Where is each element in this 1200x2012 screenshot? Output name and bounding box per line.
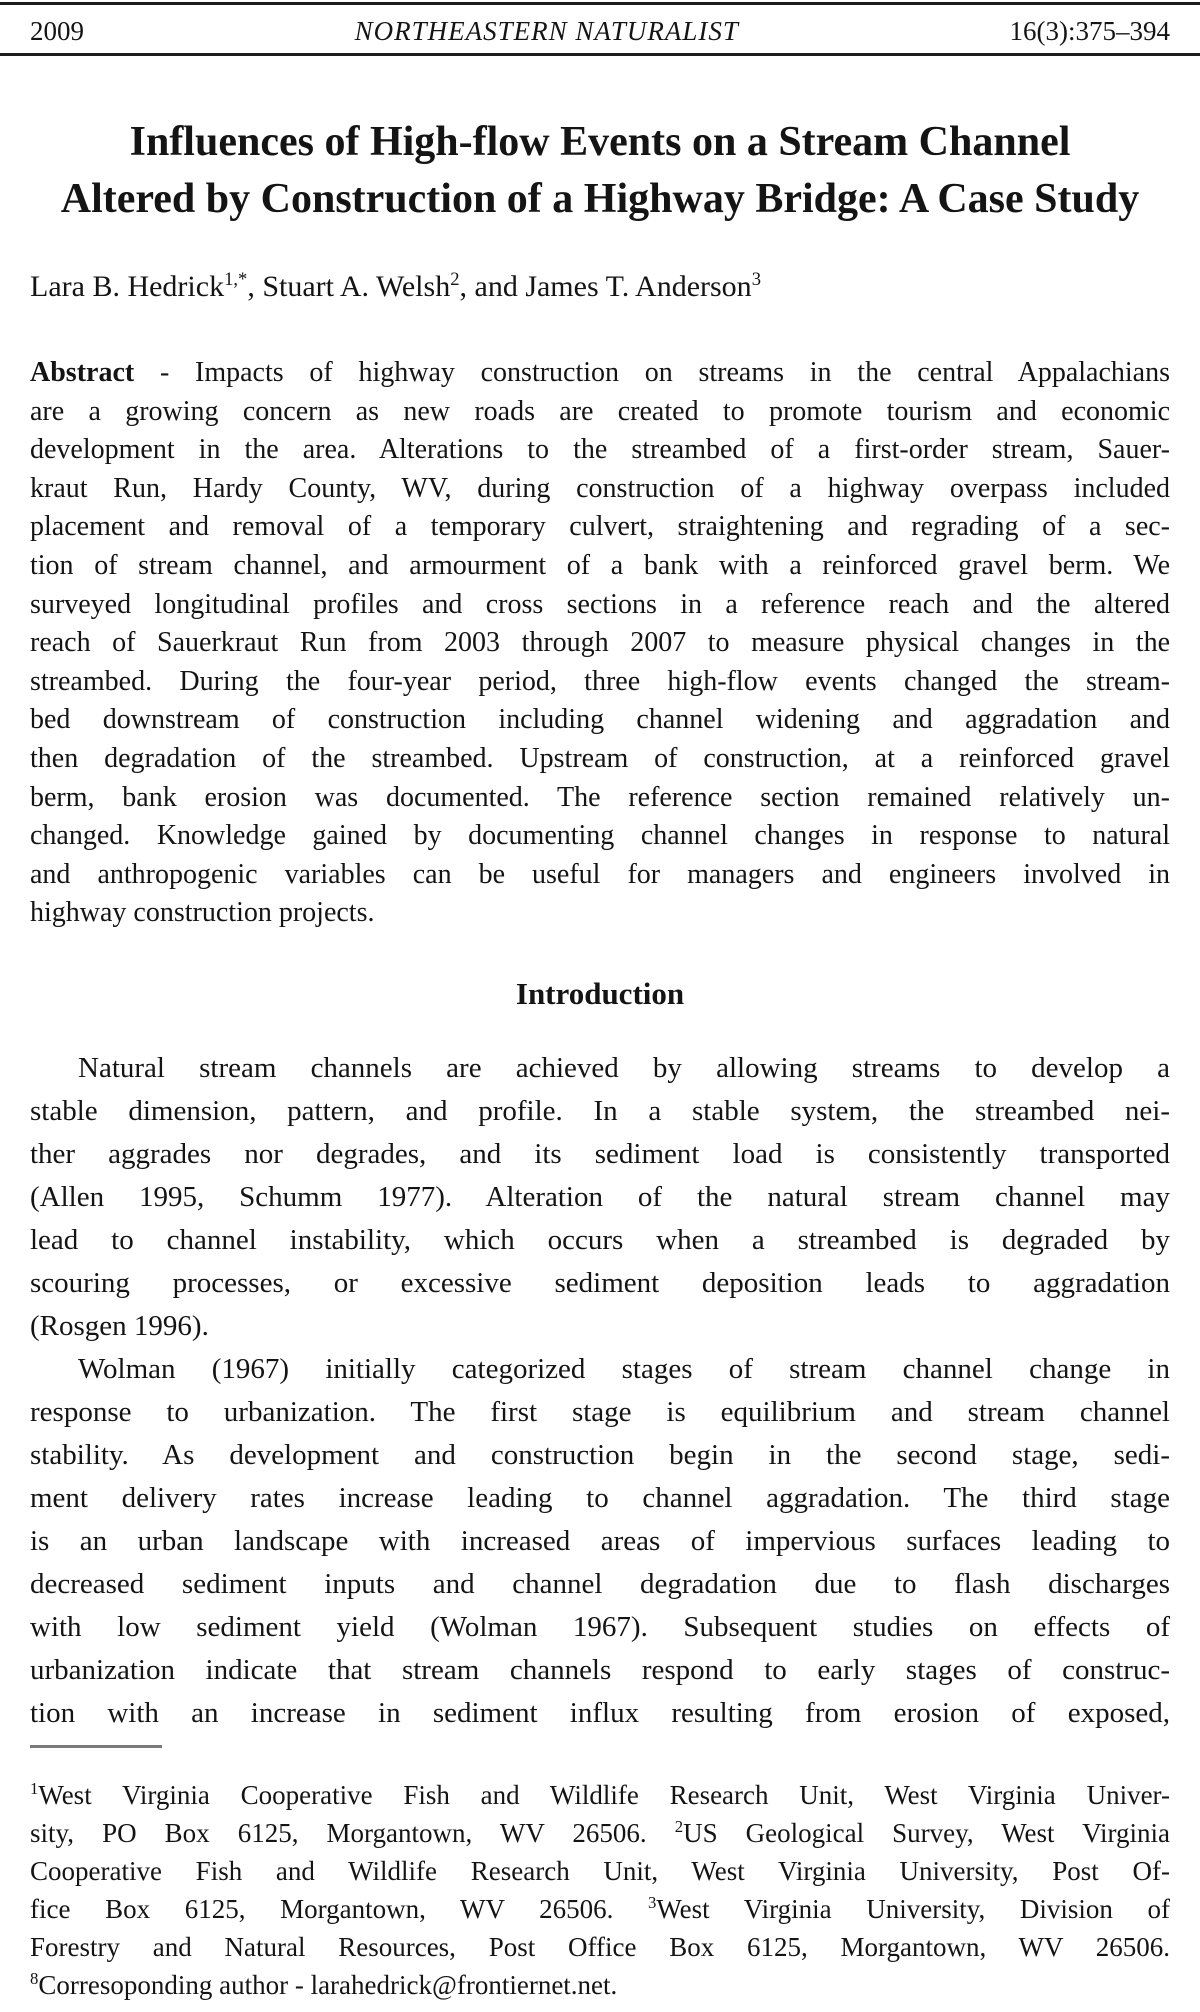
text-segment: tion with an increase in sediment influx resulting from erosion of exposed, (30, 1696, 1170, 1729)
text-line (30, 624, 1170, 663)
text-line (30, 1890, 1170, 1928)
text-segment: decreased sediment inputs and channel degradation due to flash discharges (30, 1567, 1170, 1600)
text-segment: urbanization indicate that stream channels respond to early stages of construc- (30, 1653, 1170, 1686)
journal-citation: 16(3):375–394 (1009, 15, 1170, 46)
text-segment: ment delivery rates increase leading to channel aggradation. The third stage (30, 1481, 1170, 1514)
paper-title-line-2: Altered by Construction of a Highway Bridge: A Case Study (60, 176, 1140, 222)
text-line (30, 1852, 1170, 1890)
text-line (30, 1133, 1170, 1176)
superscript: 8 (30, 1968, 39, 1988)
text-segment: - Impacts of highway construction on streams in the central Appalachians (134, 357, 1170, 388)
text-segment: Natural stream channels are achieved by allowing streams to develop a (78, 1051, 1170, 1084)
text-line (30, 740, 1170, 779)
text-segment: kraut Run, Hardy County, WV, during construction of a highway overpass included (30, 472, 1170, 504)
text-line (30, 547, 1170, 586)
text-segment: berm, bank erosion was documented. The reference section remained relatively un- (30, 781, 1170, 813)
text-segment: (Allen 1995, Schumm 1977). Alteration of the natural stream channel may (30, 1180, 1170, 1213)
text-line (30, 266, 1170, 308)
text-segment: stable dimension, pattern, and profile. In a stable system, the streambed nei- (30, 1094, 1170, 1127)
text-segment: scouring processes, or excessive sediment deposition leads to aggradation (30, 1266, 1170, 1299)
superscript: 1,* (224, 269, 248, 290)
text-segment: response to urbanization. The first stage is equilibrium and stream channel (30, 1395, 1170, 1428)
superscript: 2 (450, 269, 460, 290)
text-line (30, 470, 1170, 509)
text-segment: Corresoponding author - larahedrick@frontiernet.net. (38, 1969, 618, 2000)
text-segment: then degradation of the streambed. Upstream of construction, at a reinforced gravel (30, 742, 1170, 774)
text-segment: lead to channel instability, which occurs when a streambed is degraded by (30, 1223, 1170, 1256)
section-heading-introduction: Introduction (515, 975, 685, 1011)
text-line (30, 1262, 1170, 1305)
text-line (30, 586, 1170, 625)
text-line (30, 1434, 1170, 1477)
superscript: 3 (647, 1892, 657, 1912)
text-segment: are a growing concern as new roads are created to promote tourism and economic (30, 395, 1170, 427)
abstract (0, 354, 1200, 933)
text-line (30, 1966, 1170, 2004)
text-line (30, 1047, 1170, 1090)
text-line (30, 431, 1170, 470)
text-line (30, 894, 1170, 933)
journal-year: 2009 (30, 15, 84, 46)
text-segment: Abstract (30, 357, 135, 388)
text-segment: placement and removal of a temporary culvert, straightening and regrading of a sec- (30, 511, 1170, 543)
text-segment: , Stuart A. Welsh (247, 270, 451, 303)
paper-title-line-1: Influences of High-flow Events on a Stream Channel (129, 119, 1071, 165)
text-segment: is an urban landscape with increased areas of impervious surfaces leading to (30, 1524, 1170, 1557)
text-segment: Cooperative Fish and Wildlife Research Unit, West Virginia University, Post Of- (30, 1855, 1170, 1886)
text-line (30, 663, 1170, 702)
journal-name: NORTHEASTERN NATURALIST (354, 15, 739, 46)
text-line (30, 1090, 1170, 1133)
text-segment: West Virginia University, Division of (656, 1893, 1170, 1924)
text-segment: , and James T. Anderson (459, 270, 752, 303)
text-line (30, 354, 1170, 393)
text-segment: US Geological Survey, West Virginia (683, 1817, 1170, 1848)
text-segment: sity, PO Box 6125, Morgantown, WV 26506. (30, 1817, 675, 1848)
text-segment: with low sediment yield (Wolman 1967). Subsequent studies on effects of (30, 1610, 1170, 1643)
text-segment: Wolman (1967) initially categorized stages of stream channel change in (78, 1352, 1170, 1385)
text-segment: reach of Sauerkraut Run from 2003 through 2007 to measure physical changes in the (30, 627, 1170, 659)
text-line (30, 508, 1170, 547)
intro-paragraph-2 (0, 1348, 1200, 1735)
text-segment: bed downstream of construction including channel widening and aggradation and (30, 704, 1170, 736)
text-line (30, 1563, 1170, 1606)
text-line (30, 1219, 1170, 1262)
text-line (30, 1391, 1170, 1434)
text-segment: tion of stream channel, and armourment of a bank with a reinforced gravel berm. We (30, 549, 1170, 581)
text-line (30, 779, 1170, 818)
intro-paragraph-1 (0, 1047, 1200, 1348)
text-segment: West Virginia Cooperative Fish and Wildlife Research Unit, West Virginia Univer- (38, 1779, 1170, 1810)
footnotes (0, 1776, 1200, 2004)
text-line (30, 1776, 1170, 1814)
superscript: 3 (751, 269, 761, 290)
text-segment: Forestry and Natural Resources, Post Office Box 6125, Morgantown, WV 26506. (30, 1931, 1170, 1962)
text-line (30, 1176, 1170, 1219)
footnote-divider (30, 1745, 162, 1748)
text-segment: streambed. During the four-year period, three high-flow events changed the stream- (30, 665, 1170, 697)
text-segment: ther aggrades nor degrades, and its sediment load is consistently transported (30, 1137, 1170, 1170)
superscript: 1 (30, 1778, 39, 1798)
paper-title (0, 114, 1200, 228)
text-segment: development in the area. Alterations to the streambed of a first-order stream, Sauer- (30, 434, 1170, 466)
text-segment: surveyed longitudinal profiles and cross sections in a reference reach and the altered (30, 588, 1170, 620)
text-segment: changed. Knowledge gained by documenting channel changes in response to natural (30, 820, 1170, 852)
text-line (30, 1348, 1170, 1391)
text-line (30, 1606, 1170, 1649)
journal-header (0, 9, 1200, 53)
text-segment: and anthropogenic variables can be useful for managers and engineers involved in (30, 858, 1170, 890)
text-line (30, 1477, 1170, 1520)
text-line (30, 1692, 1170, 1735)
text-segment: fice Box 6125, Morgantown, WV 26506. (30, 1893, 648, 1924)
header-bottom-rule (0, 53, 1200, 56)
text-line (30, 1520, 1170, 1563)
text-segment: Lara B. Hedrick (30, 270, 225, 303)
header-top-rule (0, 2, 1200, 5)
superscript: 2 (674, 1816, 684, 1836)
text-segment: stability. As development and construction begin in the second stage, sedi- (30, 1438, 1170, 1471)
text-line (30, 817, 1170, 856)
text-line (30, 1928, 1170, 1966)
text-line (30, 1649, 1170, 1692)
text-line (30, 701, 1170, 740)
authors (0, 266, 1200, 308)
text-segment: (Rosgen 1996). (30, 1309, 209, 1342)
text-line (30, 1814, 1170, 1852)
text-line (30, 856, 1170, 895)
text-line (30, 393, 1170, 432)
text-segment: highway construction projects. (30, 897, 375, 929)
text-line (30, 1305, 1170, 1348)
